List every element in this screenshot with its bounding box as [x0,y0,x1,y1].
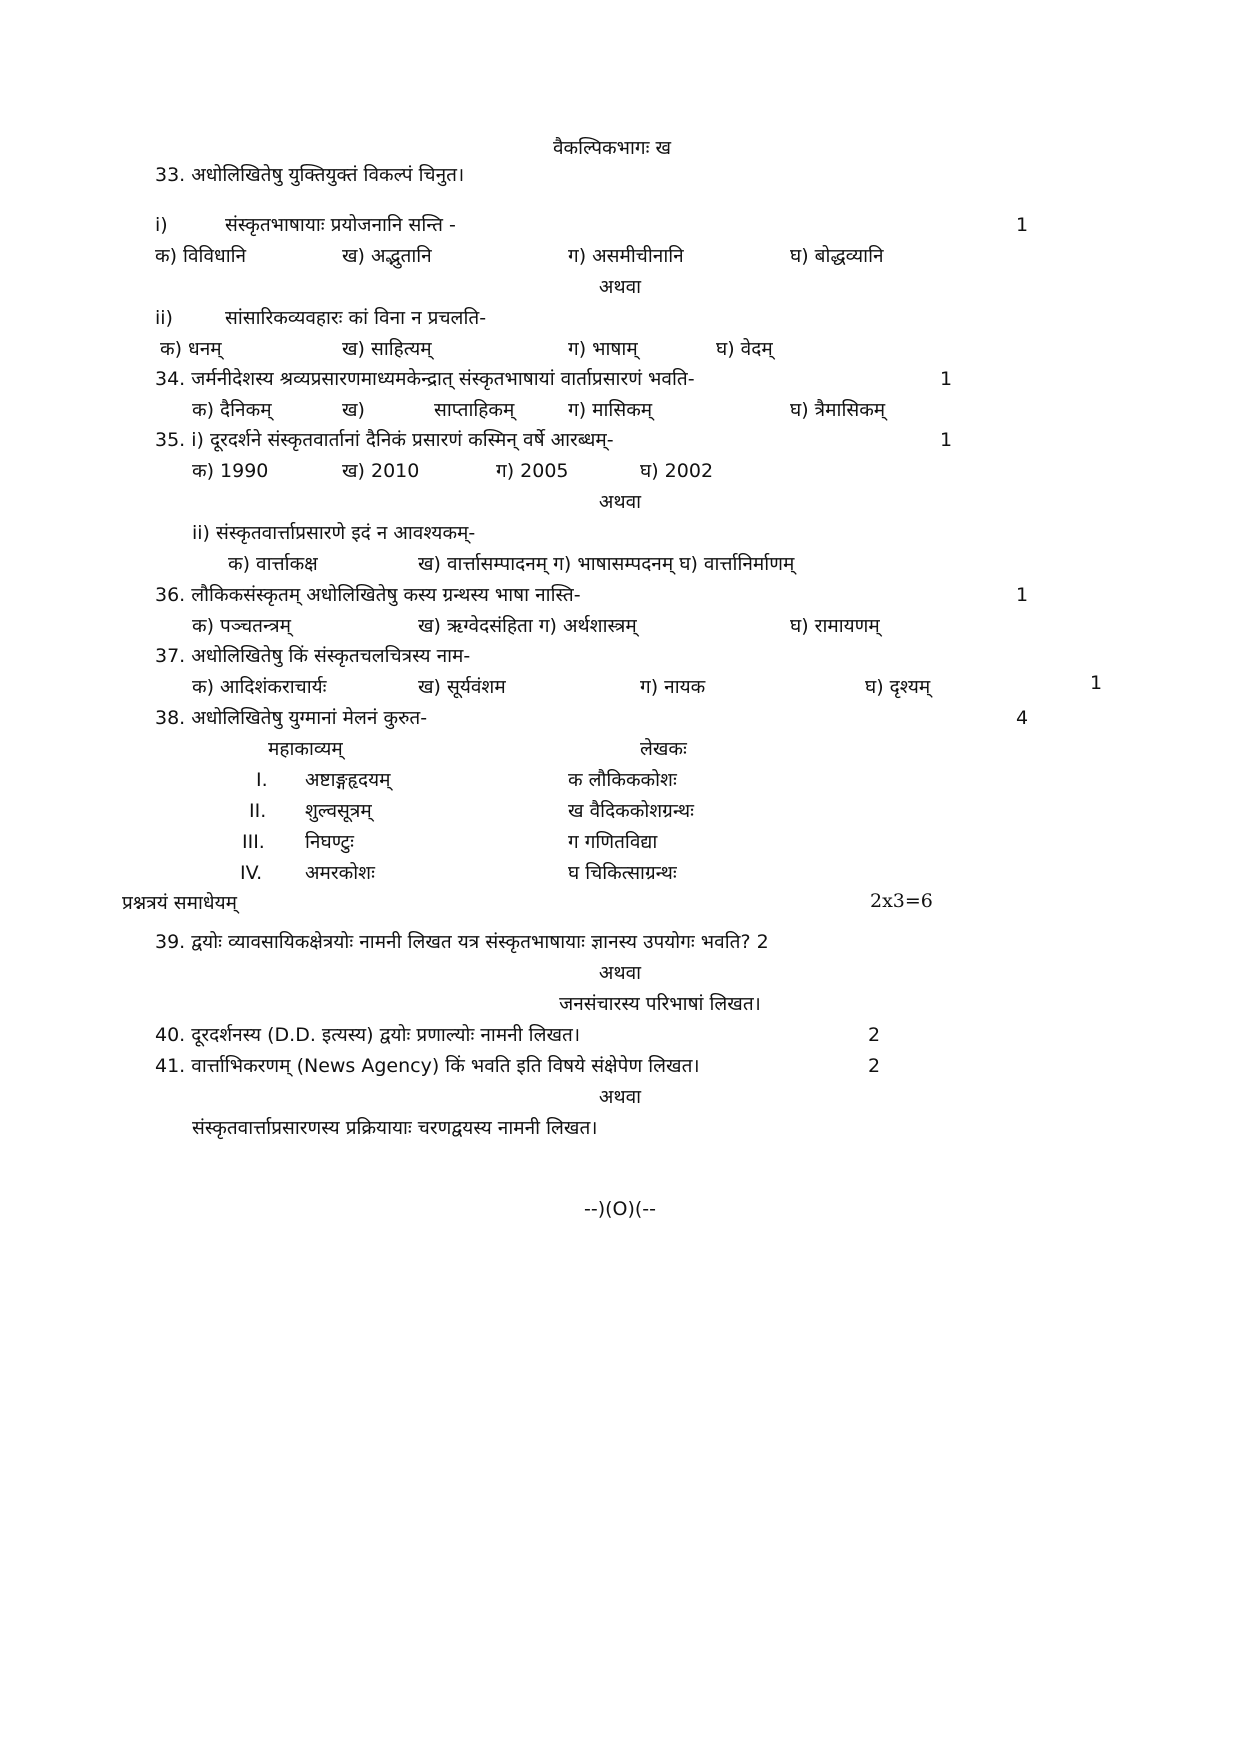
q34-option-d: घ) त्रैमासिकम् [790,399,886,421]
q36-option-d: घ) रामायणम् [790,615,880,637]
q33-marks: 1 [1016,214,1029,236]
q35-option-c: ग) 2005 [496,460,569,482]
q33-or: अथवा [598,276,642,298]
q37-option-d: घ) दृश्यम् [865,676,931,698]
q38-row-right: ख वैदिककोशग्रन्थः [568,800,694,822]
q37-marks: 1 [1090,672,1103,694]
section-heading: वैकल्पिकभागः ख [552,137,672,159]
q34-option-b-label: ख) [342,399,365,421]
question-36: 36. लौकिकसंस्कृतम् अधोलिखितेषु कस्य ग्रन्थस्य भाषा नास्ति- [155,584,581,606]
q34-option-a: क) दैनिकम् [192,399,272,421]
q38-row-num: IV. [240,862,263,884]
q33-i-label: i) [155,214,168,236]
q37-option-a: क) आदिशंकराचार्यः [192,676,327,698]
q38-row-right: घ चिकित्साग्रन्थः [568,862,677,884]
q38-col2-head: लेखकः [640,738,687,760]
q33-i-text: संस्कृतभाषायाः प्रयोजनानि सन्ति - [225,214,456,236]
q38-row-num: III. [242,831,265,853]
q34-option-b: साप्ताहिकम् [434,399,515,421]
q33-ii-text: सांसारिकव्यवहारः कां विना न प्रचलति- [225,307,487,329]
q33-i-option-d: घ) बोद्धव्यानि [790,245,884,267]
q35-ii-option-a: क) वार्त्ताकक्ष [228,553,318,575]
question-38: 38. अधोलिखितेषु युग्मानां मेलनं कुरुत- [155,707,428,729]
q36-option-bc: ख) ऋग्वेदसंहिता ग) अर्थशास्त्रम् [418,615,637,637]
question-40: 40. दूरदर्शनस्य (D.D. इत्यस्य) द्वयोः प्रणाल्योः नामनी लिखत। [155,1024,581,1046]
question-39: 39. द्वयोः व्यावसायिकक्षेत्रयोः नामनी लिखत यत्र संस्कृतभाषायाः ज्ञानस्य उपयोगः भवति? 2 [155,931,769,953]
q38-row-num: II. [249,800,267,822]
q35-ii-text: ii) संस्कृतवार्त्ताप्रसारणे इदं न आवश्यकम्- [192,522,476,544]
q33-ii-option-c: ग) भाषाम् [568,338,638,360]
q37-option-b: ख) सूर्यवंशम [418,676,506,698]
q38-row-left: अष्टाङ्गहृदयम् [305,769,391,791]
q39-alt: जनसंचारस्य परिभाषां लिखत। [559,993,761,1015]
q35-option-a: क) 1990 [192,460,269,482]
q33-ii-label: ii) [155,307,173,329]
q38-row-right: ग गणितविद्या [568,831,658,853]
q35-ii-options-rest: ख) वार्त्तासम्पादनम् ग) भाषासम्पदनम् घ) वार्त्तानिर्माणम् [418,553,795,575]
q36-marks: 1 [1016,584,1029,606]
q33-i-option-b: ख) अद्भुतानि [342,245,432,267]
question-35: 35. i) दूरदर्शने संस्कृतवार्तानां दैनिकं प्रसारणं कस्मिन् वर्षे आरब्धम्- [155,429,614,451]
q41-alt: संस्कृतवार्त्ताप्रसारणस्य प्रक्रियायाः चरणद्वयस्य नामनी लिखत। [192,1117,598,1139]
section-note: प्रश्नत्रयं समाधेयम् [122,892,237,914]
q33-ii-option-d: घ) वेदम् [716,338,773,360]
q41-marks: 2 [868,1055,881,1077]
q40-marks: 2 [868,1024,881,1046]
question-33: 33. अधोलिखितेषु युक्तियुक्तं विकल्पं चिनुत। [155,164,465,186]
q41-or: अथवा [598,1086,642,1108]
q33-i-option-c: ग) असमीचीनानि [568,245,684,267]
page-footer-ornament: --)(O)(-- [583,1198,657,1220]
q33-i-option-a: क) विविधानि [155,245,247,267]
q33-ii-option-b: ख) साहित्यम् [342,338,432,360]
q39-or: अथवा [598,962,642,984]
q38-row-left: निघण्टुः [305,831,354,853]
q34-marks: 1 [940,368,953,390]
q38-row-right: क लौकिककोशः [568,769,677,791]
q35-or: अथवा [598,491,642,513]
q35-option-b: ख) 2010 [342,460,420,482]
q35-marks: 1 [940,429,953,451]
q38-row-num: I. [256,769,268,791]
q33-ii-option-a: क) धनम् [160,338,222,360]
q38-col1-head: महाकाव्यम् [268,738,343,760]
question-41: 41. वार्त्ताभिकरणम् (News Agency) किं भवति इति विषये संक्षेपेण लिखत। [155,1055,700,1077]
question-37: 37. अधोलिखितेषु किं संस्कृतचलचित्रस्य नाम- [155,645,471,667]
q38-marks: 4 [1016,707,1029,729]
q38-row-left: शुल्वसूत्रम् [305,800,372,822]
q35-option-d: घ) 2002 [640,460,714,482]
q34-option-c: ग) मासिकम् [568,399,653,421]
question-34: 34. जर्मनीदेशस्य श्रव्यप्रसारणमाध्यमकेन्द्रात् संस्कृतभाषायां वार्ताप्रसारणं भवति- [155,368,695,390]
q37-option-c: ग) नायक [640,676,706,698]
q38-row-left: अमरकोशः [305,862,375,884]
q36-option-a: क) पञ्चतन्त्रम् [192,615,292,637]
section-marks: 2x3=6 [870,890,933,912]
